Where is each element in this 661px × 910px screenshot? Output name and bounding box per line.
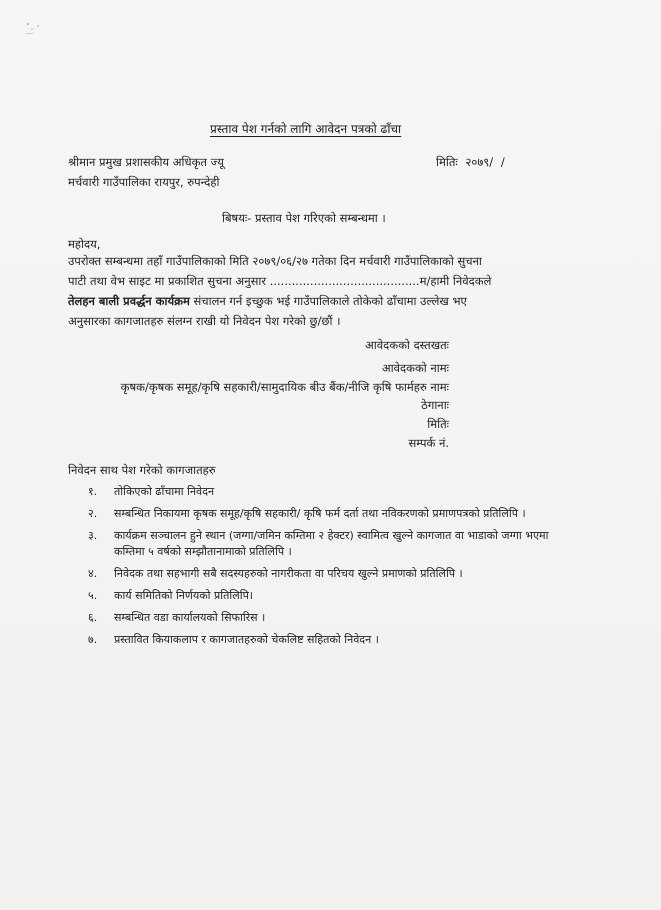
date-label: मितिः २०७९/ / xyxy=(436,155,505,169)
body-line-3 xyxy=(68,291,564,311)
documents-heading: निवेदन साथ पेश गरेको कागजातहरु xyxy=(68,463,216,477)
program-name: तेलहन बाली प्रवर्द्धन कार्यक्रम xyxy=(68,294,190,308)
documents-list xyxy=(88,484,578,654)
body-line-4: अनुसारका कागजातहरु संलग्न राखी यो निवेदन पेश गरेको छु/छौं । xyxy=(68,314,341,328)
applicant-org-label: कृषक/कृषक समूह/कृषि सहकारी/सामुदायिक बीउ बैंक/नीजि कृषि फार्महरु नामः xyxy=(120,380,449,394)
list-item: ५. कार्य समितिको निर्णयको प्रतिलिपि। xyxy=(88,589,253,602)
list-item: २. सम्बन्धित निकायमा कृषक समूह/कृषि सहकारी/ कृषि फर्म दर्ता तथा नविकरणको प्रमाणपत्रको प्रतिलिपि । xyxy=(88,507,526,520)
applicant-contact-label: सम्पर्क नं. xyxy=(408,436,449,450)
recipient-line-2: मर्चवारी गाउँपालिका रायपुर, रुपन्देही xyxy=(68,175,220,189)
list-item: ४. निवेदक तथा सहभागी सबै सदस्यहरुको नागरीकता वा परिचय खुल्ने प्रमाणको प्रतिलिपि । xyxy=(88,567,463,580)
body-paragraph xyxy=(68,251,564,331)
subject-line: बिषयः- प्रस्ताव पेश गरिएको सम्बन्धमा । xyxy=(222,211,386,225)
applicant-address-label: ठेगानाः xyxy=(421,398,449,412)
body-line-3-rest: संचालन गर्न इच्छुक भई गाउँपालिकाले तोकेको ढाँचामा उल्लेख भए xyxy=(189,294,467,308)
recipient-line-1: श्रीमान प्रमुख प्रशासकीय अधिकृत ज्यू xyxy=(68,155,224,169)
salutation: महोदय, xyxy=(68,237,101,251)
list-item: ६. सम्बन्धित वडा कार्यालयको सिफारिस । xyxy=(88,611,266,624)
applicant-name-label: आवेदकको नामः xyxy=(381,361,449,375)
applicant-signature-label: आवेदकको दस्तखतः xyxy=(365,338,449,352)
list-item: ७. प्रस्तावित कियाकलाप र कागजातहरुको चेकलिष्ट सहितको निवेदन । xyxy=(88,633,379,646)
list-item: ३. कार्यक्रम सञ्चालन हुने स्थान (जग्गा/जमिन कम्तिमा २ हेक्टर) स्वामित्व खुल्ने कागजात वा भाडाको जग्गा भएमा कम्तिमा ५ वर्षको सम्झौतानामाको प्रतिलिपि । xyxy=(88,529,549,558)
body-line-2: पाटी तथा वेभ साइट मा प्रकाशित सुचना अनुसार .........................................म/हामी निवेदकले xyxy=(68,274,492,288)
scan-speck-decoration xyxy=(24,20,54,40)
page-title: प्रस्ताव पेश गर्नको लागि आवेदन पत्रको ढाँचा xyxy=(210,122,402,136)
applicant-date-label: मितिः xyxy=(427,417,449,431)
body-line-1: उपरोक्त सम्बन्धमा तहाँ गाउँपालिकाको मिति २०७९/०६/२७ गतेका दिन मर्चवारी गाउँपालिकाको सुचना xyxy=(68,254,482,268)
list-item: १. तोकिएको ढाँचामा निवेदन xyxy=(88,485,215,498)
